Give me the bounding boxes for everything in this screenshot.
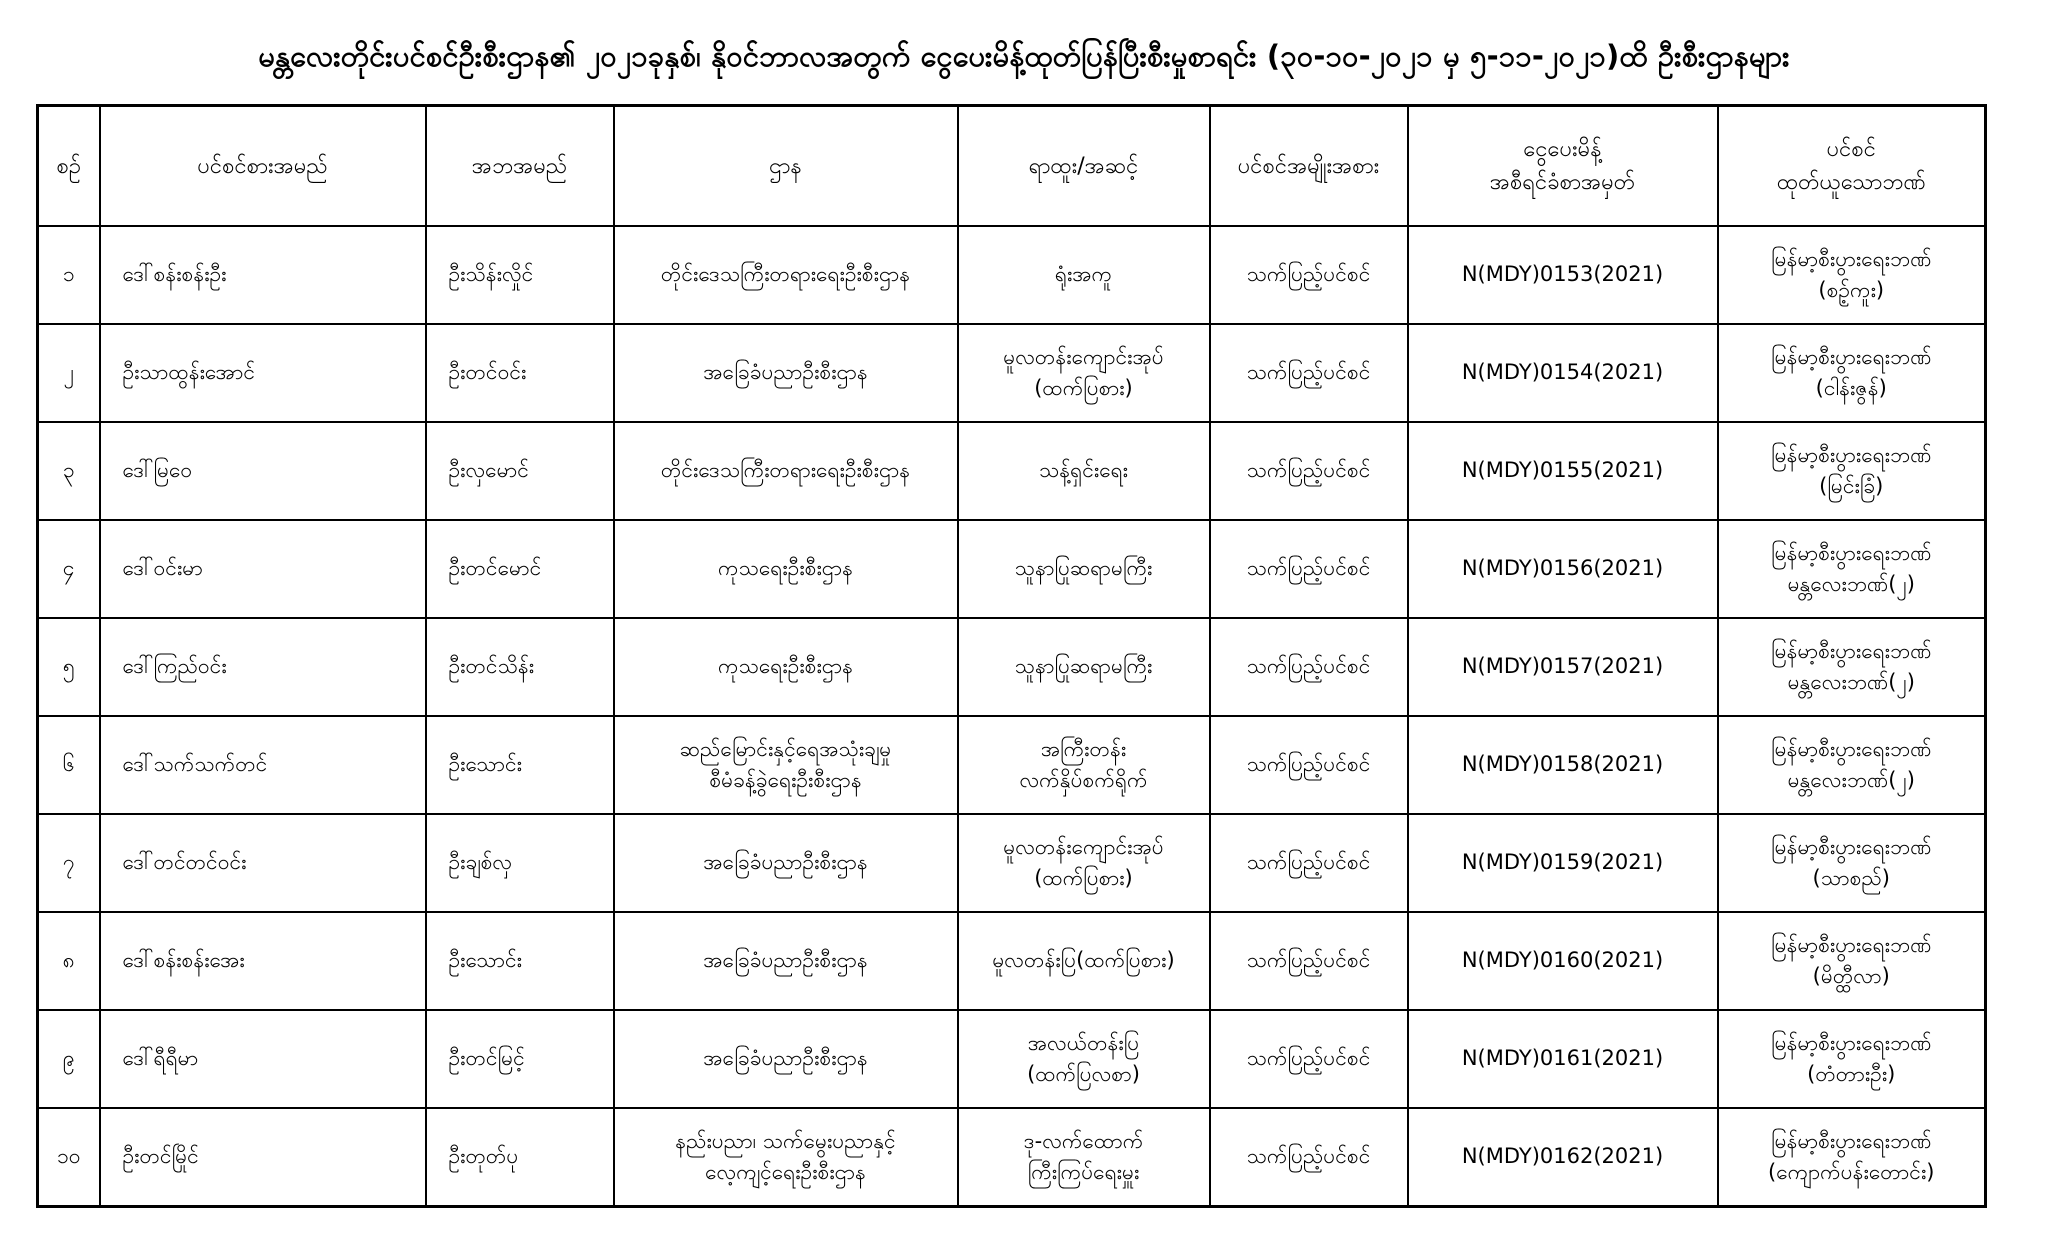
cell-pensioner-name: ဒေါ်စန်းစန်းဦး bbox=[100, 226, 426, 324]
cell-pension-type: သက်ပြည့်ပင်စင် bbox=[1210, 912, 1408, 1010]
header-order-line1: ငွေပေးမိန့် bbox=[1523, 137, 1602, 162]
cell-rank-line1: ရုံးအကူ bbox=[1054, 262, 1113, 287]
table-row bbox=[38, 422, 1986, 520]
cell-order-number: N(MDY)0159(2021) bbox=[1408, 814, 1718, 912]
cell-bank bbox=[1718, 1108, 1986, 1207]
cell-bank-line2: မန္တလေးဘဏ်(၂) bbox=[1787, 670, 1915, 694]
cell-department-line1: အခြေခံပညာဦးစီးဌာန bbox=[703, 1046, 868, 1071]
table-header-row bbox=[38, 106, 1986, 227]
cell-father-name: ဦးသိန်းလှိုင် bbox=[426, 226, 614, 324]
cell-rank-line2: ကြီးကြပ်ရေးမှူး bbox=[1027, 1160, 1140, 1184]
cell-rank bbox=[958, 520, 1210, 618]
cell-department bbox=[614, 1010, 958, 1108]
cell-no: ၉ bbox=[38, 1010, 100, 1108]
table-row bbox=[38, 618, 1986, 716]
cell-no: ၆ bbox=[38, 716, 100, 814]
cell-order-number: N(MDY)0157(2021) bbox=[1408, 618, 1718, 716]
cell-bank-line2: (သာစည်) bbox=[1812, 866, 1890, 890]
cell-rank-line1: မူလတန်းကျောင်းအုပ် bbox=[1003, 834, 1164, 859]
cell-bank-line1: မြန်မာ့စီးပွားရေးဘဏ် bbox=[1771, 246, 1932, 271]
header-order bbox=[1408, 106, 1718, 227]
cell-bank-line1: မြန်မာ့စီးပွားရေးဘဏ် bbox=[1771, 442, 1932, 467]
cell-bank bbox=[1718, 912, 1986, 1010]
header-department: ဌာန bbox=[614, 106, 958, 227]
cell-bank-line1: မြန်မာ့စီးပွားရေးဘဏ် bbox=[1771, 834, 1932, 859]
cell-bank-line2: (ကျောက်ပန်းတောင်း) bbox=[1768, 1160, 1935, 1184]
cell-department bbox=[614, 618, 958, 716]
table-row bbox=[38, 226, 1986, 324]
cell-rank bbox=[958, 324, 1210, 422]
cell-rank-line1: အကြီးတန်း bbox=[1040, 736, 1127, 761]
cell-pension-type: သက်ပြည့်ပင်စင် bbox=[1210, 422, 1408, 520]
cell-no: ၃ bbox=[38, 422, 100, 520]
cell-bank bbox=[1718, 618, 1986, 716]
cell-pension-type: သက်ပြည့်ပင်စင် bbox=[1210, 716, 1408, 814]
cell-bank-line1: မြန်မာ့စီးပွားရေးဘဏ် bbox=[1771, 344, 1932, 369]
cell-order-number: N(MDY)0162(2021) bbox=[1408, 1108, 1718, 1207]
cell-father-name: ဦးတုတ်ပု bbox=[426, 1108, 614, 1207]
cell-rank-line2: (ထက်ပြလစာ) bbox=[1027, 1062, 1140, 1086]
header-pensioner: ပင်စင်စားအမည် bbox=[100, 106, 426, 227]
cell-pensioner-name: ဦးသာထွန်းအောင် bbox=[100, 324, 426, 422]
cell-pensioner-name: ဒေါ်ကြည်ဝင်း bbox=[100, 618, 426, 716]
cell-father-name: ဦးတင်ဝင်း bbox=[426, 324, 614, 422]
cell-order-number: N(MDY)0153(2021) bbox=[1408, 226, 1718, 324]
cell-rank-line1: သူနာပြုဆရာမကြီး bbox=[1014, 654, 1153, 679]
cell-father-name: ဦးတင်မြင့် bbox=[426, 1010, 614, 1108]
cell-rank-line2: (ထက်ပြစား) bbox=[1034, 866, 1133, 890]
cell-rank bbox=[958, 422, 1210, 520]
cell-rank bbox=[958, 716, 1210, 814]
cell-rank-line1: သူနာပြုဆရာမကြီး bbox=[1014, 556, 1153, 581]
cell-pension-type: သက်ပြည့်ပင်စင် bbox=[1210, 324, 1408, 422]
cell-father-name: ဦးချစ်လှ bbox=[426, 814, 614, 912]
cell-no: ၇ bbox=[38, 814, 100, 912]
cell-bank-line2: (မြင်းခြံ) bbox=[1819, 474, 1884, 498]
cell-rank-line2: လက်နှိပ်စက်ရိုက် bbox=[1019, 768, 1148, 792]
table-row bbox=[38, 912, 1986, 1010]
table-row bbox=[38, 716, 1986, 814]
cell-pensioner-name: ဒေါ်ရီရီမာ bbox=[100, 1010, 426, 1108]
header-no: စဉ် bbox=[38, 106, 100, 227]
cell-rank-line1: မူလတန်းပြ(ထက်ပြစား) bbox=[992, 948, 1175, 973]
cell-father-name: ဦးသောင်း bbox=[426, 912, 614, 1010]
cell-bank-line1: မြန်မာ့စီးပွားရေးဘဏ် bbox=[1771, 540, 1932, 565]
cell-department-line1: ကုသရေးဦးစီးဌာန bbox=[718, 556, 853, 581]
cell-bank bbox=[1718, 520, 1986, 618]
cell-no: ၁ bbox=[38, 226, 100, 324]
cell-pension-type: သက်ပြည့်ပင်စင် bbox=[1210, 1108, 1408, 1207]
cell-no: ၄ bbox=[38, 520, 100, 618]
cell-no: ၈ bbox=[38, 912, 100, 1010]
pension-table bbox=[36, 104, 1987, 1208]
cell-department-line2: လေ့ကျင့်ရေးဦးစီးဌာန bbox=[705, 1160, 866, 1184]
cell-pension-type: သက်ပြည့်ပင်စင် bbox=[1210, 520, 1408, 618]
cell-rank bbox=[958, 618, 1210, 716]
cell-order-number: N(MDY)0155(2021) bbox=[1408, 422, 1718, 520]
cell-pensioner-name: ဒေါ်တင်တင်ဝင်း bbox=[100, 814, 426, 912]
cell-bank-line2: (တံတားဦး) bbox=[1807, 1062, 1896, 1086]
cell-bank bbox=[1718, 422, 1986, 520]
cell-department-line1: တိုင်းဒေသကြီးတရားရေးဦးစီးဌာန bbox=[660, 458, 911, 483]
cell-bank-line2: မန္တလေးဘဏ်(၂) bbox=[1787, 768, 1915, 792]
cell-bank-line1: မြန်မာ့စီးပွားရေးဘဏ် bbox=[1771, 1030, 1932, 1055]
cell-bank bbox=[1718, 226, 1986, 324]
cell-pensioner-name: ဒေါ်မြဝေ bbox=[100, 422, 426, 520]
table-row bbox=[38, 814, 1986, 912]
cell-bank-line2: (ငါန်းဇွန်) bbox=[1815, 376, 1887, 400]
cell-bank-line2: မန္တလေးဘဏ်(၂) bbox=[1787, 572, 1915, 596]
cell-father-name: ဦးတင်မောင် bbox=[426, 520, 614, 618]
cell-department bbox=[614, 324, 958, 422]
cell-department bbox=[614, 226, 958, 324]
cell-bank bbox=[1718, 716, 1986, 814]
header-bank-line2: ထုတ်ယူသောဘဏ် bbox=[1776, 170, 1926, 195]
cell-bank-line2: (မိတ္ထီလာ) bbox=[1812, 964, 1890, 988]
cell-pension-type: သက်ပြည့်ပင်စင် bbox=[1210, 1010, 1408, 1108]
cell-order-number: N(MDY)0156(2021) bbox=[1408, 520, 1718, 618]
cell-department-line1: အခြေခံပညာဦးစီးဌာန bbox=[703, 360, 868, 385]
header-pension-type: ပင်စင်အမျိုးအစား bbox=[1210, 106, 1408, 227]
cell-rank-line1: ဒု-လက်ထောက် bbox=[1023, 1128, 1144, 1153]
cell-no: ၁၀ bbox=[38, 1108, 100, 1207]
cell-bank bbox=[1718, 324, 1986, 422]
cell-department-line1: တိုင်းဒေသကြီးတရားရေးဦးစီးဌာန bbox=[660, 262, 911, 287]
cell-rank bbox=[958, 912, 1210, 1010]
header-bank-line1: ပင်စင် bbox=[1826, 137, 1876, 162]
cell-department bbox=[614, 422, 958, 520]
cell-pensioner-name: ဒေါ်ဝင်းမာ bbox=[100, 520, 426, 618]
cell-bank-line1: မြန်မာ့စီးပွားရေးဘဏ် bbox=[1771, 1128, 1932, 1153]
cell-department-line1: ကုသရေးဦးစီးဌာန bbox=[718, 654, 853, 679]
cell-no: ၅ bbox=[38, 618, 100, 716]
cell-department bbox=[614, 912, 958, 1010]
cell-bank-line1: မြန်မာ့စီးပွားရေးဘဏ် bbox=[1771, 736, 1932, 761]
cell-rank-line1: သန့်ရှင်းရေး bbox=[1038, 458, 1128, 483]
cell-department-line1: အခြေခံပညာဦးစီးဌာန bbox=[703, 948, 868, 973]
header-bank bbox=[1718, 106, 1986, 227]
header-order-line2: အစီရင်ခံစာအမှတ် bbox=[1489, 170, 1636, 195]
cell-rank-line2: (ထက်ပြစား) bbox=[1034, 376, 1133, 400]
cell-pension-type: သက်ပြည့်ပင်စင် bbox=[1210, 814, 1408, 912]
cell-father-name: ဦးသောင်း bbox=[426, 716, 614, 814]
cell-rank bbox=[958, 1108, 1210, 1207]
cell-department bbox=[614, 1108, 958, 1207]
cell-rank bbox=[958, 1010, 1210, 1108]
cell-bank-line1: မြန်မာ့စီးပွားရေးဘဏ် bbox=[1771, 638, 1932, 663]
cell-order-number: N(MDY)0161(2021) bbox=[1408, 1010, 1718, 1108]
cell-department bbox=[614, 716, 958, 814]
cell-department bbox=[614, 520, 958, 618]
header-father: အဘအမည် bbox=[426, 106, 614, 227]
cell-bank bbox=[1718, 1010, 1986, 1108]
cell-rank bbox=[958, 226, 1210, 324]
table-row bbox=[38, 324, 1986, 422]
table-row bbox=[38, 1010, 1986, 1108]
cell-department bbox=[614, 814, 958, 912]
cell-pension-type: သက်ပြည့်ပင်စင် bbox=[1210, 618, 1408, 716]
cell-no: ၂ bbox=[38, 324, 100, 422]
cell-pension-type: သက်ပြည့်ပင်စင် bbox=[1210, 226, 1408, 324]
cell-rank-line1: မူလတန်းကျောင်းအုပ် bbox=[1003, 344, 1164, 369]
cell-order-number: N(MDY)0160(2021) bbox=[1408, 912, 1718, 1010]
cell-order-number: N(MDY)0158(2021) bbox=[1408, 716, 1718, 814]
cell-bank-line2: (စဥ့်ကူး) bbox=[1818, 278, 1885, 302]
cell-department-line1: အခြေခံပညာဦးစီးဌာန bbox=[703, 850, 868, 875]
cell-bank bbox=[1718, 814, 1986, 912]
cell-rank-line1: အလယ်တန်းပြ bbox=[1027, 1030, 1140, 1055]
table-row bbox=[38, 520, 1986, 618]
cell-father-name: ဦးလှမောင် bbox=[426, 422, 614, 520]
table-row bbox=[38, 1108, 1986, 1207]
cell-father-name: ဦးတင်သိန်း bbox=[426, 618, 614, 716]
cell-department-line1: နည်းပညာ၊ သက်မွေးပညာနှင့် bbox=[675, 1128, 896, 1153]
cell-pensioner-name: ဦးတင်မြိုင် bbox=[100, 1108, 426, 1207]
header-rank: ရာထူး/အဆင့် bbox=[958, 106, 1210, 227]
cell-order-number: N(MDY)0154(2021) bbox=[1408, 324, 1718, 422]
cell-pensioner-name: ဒေါ်စန်းစန်းအေး bbox=[100, 912, 426, 1010]
page-title: မန္တလေးတိုင်းပင်စင်ဦးစီးဌာန၏ ၂၀၂၁ခုနှစ်၊ နိုဝင်ဘာလအတွက် ငွေပေးမိန့်ထုတ်ပြန်ပြီးစီးမှုစာရင်း (၃၀-၁၀-၂၀၂၁ မှ ၅-၁၁-၂၀၂၁)ထိ ဦးစီးဌာနများ bbox=[258, 39, 1790, 73]
cell-department-line2: စီမံခန့်ခွဲရေးဦးစီးဌာန bbox=[709, 768, 862, 792]
cell-bank-line1: မြန်မာ့စီးပွားရေးဘဏ် bbox=[1771, 932, 1932, 957]
cell-rank bbox=[958, 814, 1210, 912]
cell-department-line1: ဆည်မြောင်းနှင့်ရေအသုံးချမှု bbox=[679, 736, 892, 761]
cell-pensioner-name: ဒေါ်သက်သက်တင် bbox=[100, 716, 426, 814]
